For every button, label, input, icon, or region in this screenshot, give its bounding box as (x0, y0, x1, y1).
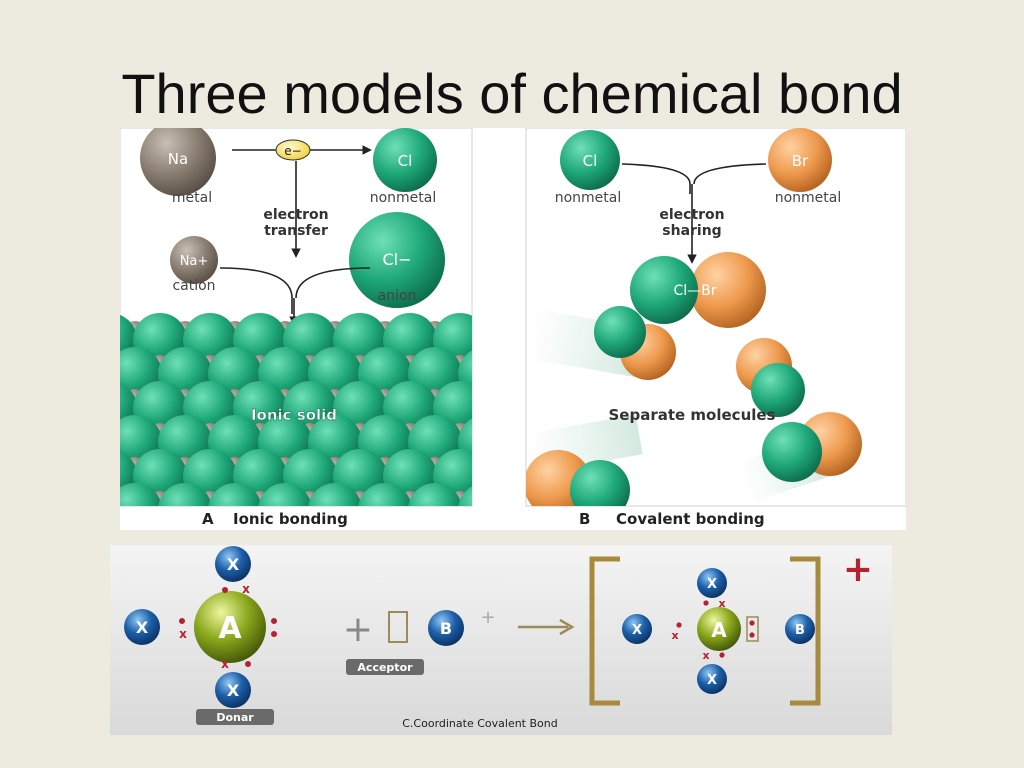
svg-text:X: X (706, 673, 718, 688)
sharing-label-2: sharing (662, 223, 722, 239)
svg-text:x: x (242, 582, 250, 596)
complex-charge: + (842, 549, 874, 590)
covalent-panel (524, 128, 906, 520)
svg-text:X: X (135, 618, 149, 637)
coordinate-caption: C.Coordinate Covalent Bond (402, 717, 558, 730)
na-ion-lattice (499, 423, 521, 445)
covalent-caption: Covalent bonding (616, 510, 765, 528)
transfer-label-2: transfer (264, 223, 328, 239)
na-ion-label: Na+ (179, 254, 209, 269)
bonding-figure (120, 128, 906, 530)
donar-label: Donar (216, 711, 254, 724)
a-label-complex: A (711, 618, 727, 642)
svg-text:X: X (631, 623, 643, 638)
svg-text:B: B (795, 623, 805, 638)
plus-sign: + (342, 609, 374, 650)
covalent-panel-letter: B (579, 510, 591, 528)
na-label: Na (167, 150, 189, 168)
cl-ion-label: Cl− (382, 250, 412, 269)
coordinate-bond-figure (110, 545, 892, 735)
ionic-panel (120, 128, 571, 530)
ionic-caption: Ionic bonding (233, 510, 348, 528)
na-ion-lattice (499, 491, 521, 513)
cl-label-b: Cl (582, 152, 598, 170)
sharing-label-1: electron (659, 207, 725, 223)
svg-text:X: X (226, 681, 240, 700)
b-charge: + (480, 607, 496, 628)
svg-text:x: x (179, 627, 187, 641)
cation-label: cation (172, 278, 216, 294)
metal-label: metal (171, 190, 213, 206)
svg-text:x: x (221, 657, 229, 671)
nonmetal-label: nonmetal (369, 190, 437, 206)
slide-title: Three models of chemical bond (121, 62, 903, 125)
b-label: B (439, 619, 453, 638)
svg-text:X: X (226, 555, 240, 574)
svg-text:x: x (718, 597, 726, 610)
clbr-label: Cl—Br (673, 283, 717, 299)
svg-text:x: x (671, 629, 679, 642)
na-ion-lattice (474, 457, 496, 479)
svg-text:X: X (706, 577, 718, 592)
ionic-panel-letter: A (202, 510, 214, 528)
electron-label: e− (284, 144, 302, 158)
na-ion-lattice (474, 321, 496, 343)
separate-molecules-label: Separate molecules (608, 406, 776, 424)
ionic-solid-label: Ionic solid (250, 406, 338, 424)
na-ion-lattice (474, 389, 496, 411)
a-label-donor: A (218, 611, 242, 646)
svg-text:x: x (702, 649, 710, 662)
anion-label: anion (377, 288, 417, 304)
acceptor-label: Acceptor (357, 661, 413, 674)
na-ion-lattice (499, 355, 521, 377)
transfer-label-1: electron (263, 207, 329, 223)
cl-label: Cl (397, 152, 413, 170)
nonmetal-right-label: nonmetal (774, 190, 842, 206)
br-label: Br (791, 152, 809, 170)
ionic-lattice (120, 313, 571, 530)
nonmetal-left-label: nonmetal (554, 190, 622, 206)
